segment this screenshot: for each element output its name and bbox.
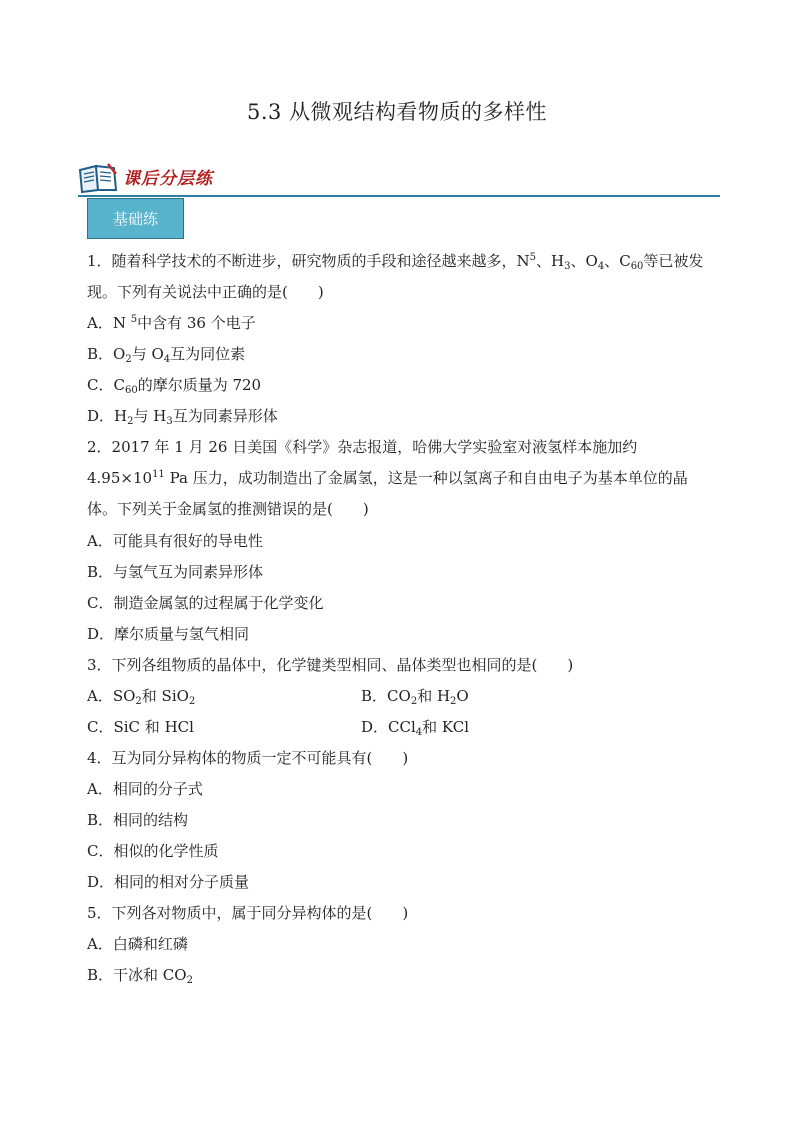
page-title: 5.3 从微观结构看物质的多样性 (246, 100, 548, 124)
question-3-option-b: B．$CO_2$和 $H_2O$ (361, 687, 469, 707)
question-4-option-c: C．相似的化学性质 (87, 842, 219, 860)
question-4-option-a: A．相同的分子式 (87, 780, 203, 798)
question-3-option-d: D．CCl$_4$和 KCl (361, 718, 470, 738)
question-2-stem: 2．2017 年 1 月 26 日美国《科学》杂志报道，哈佛大学实验室对液氢样本施加约 $4.95\times 10^{11}$ Pa 压力，成功制造出了金属氢，这是一种以氢离子和自由电子为基本单位的晶体。下列关于金属氢的推测错误的是( ) (87, 438, 688, 518)
section-header (78, 160, 720, 200)
question-5-stem: 5．下列各对物质中，属于同分异构体的是( ) (87, 904, 409, 922)
question-3-stem: 3．下列各组物质的晶体中，化学键类型相同、晶体类型也相同的是( ) (87, 656, 574, 674)
question-1-stem: 1．随着科学技术的不断进步，研究物质的手段和途径越来越多，$N^5$、$H_3$、$O_4$、$C_{60}$等已被发现。下列有关说法中正确的是( ) (87, 252, 704, 301)
question-1-option-a: A．N $^5$中含有 36 个电子 (87, 314, 256, 332)
question-5-option-a: A．白磷和红磷 (87, 935, 188, 953)
book-icon (78, 162, 118, 194)
question-2-option-d: D．摩尔质量与氢气相同 (87, 625, 250, 643)
question-3-option-a: A．$SO_2$和 SiO$_2$ (87, 687, 196, 707)
header-rule (78, 195, 720, 197)
question-4-stem: 4．互为同分异构体的物质一定不可能具有( ) (87, 749, 409, 767)
question-2-option-c: C．制造金属氢的过程属于化学变化 (87, 594, 324, 612)
question-1-option-c: C．$C_{60}$的摩尔质量为 720 (87, 376, 262, 396)
question-4-option-d: D．相同的相对分子质量 (87, 873, 250, 891)
level-tab: 基础练 (87, 198, 184, 239)
section-label: 课后分层练 (123, 169, 213, 189)
question-4-option-b: B．相同的结构 (87, 811, 189, 829)
question-2-option-b: B．与氢气互为同素异形体 (87, 563, 264, 581)
question-2-option-a: A．可能具有很好的导电性 (87, 532, 263, 550)
question-1-option-d: D．$H_2$与 $H_3$互为同素异形体 (87, 407, 278, 427)
question-5-option-b: B．干冰和 $CO_2$ (87, 966, 193, 986)
question-3-option-c: C．SiC 和 HCl (87, 718, 194, 736)
question-1-option-b: B．$O_2$与 $O_4$互为同位素 (87, 345, 246, 365)
